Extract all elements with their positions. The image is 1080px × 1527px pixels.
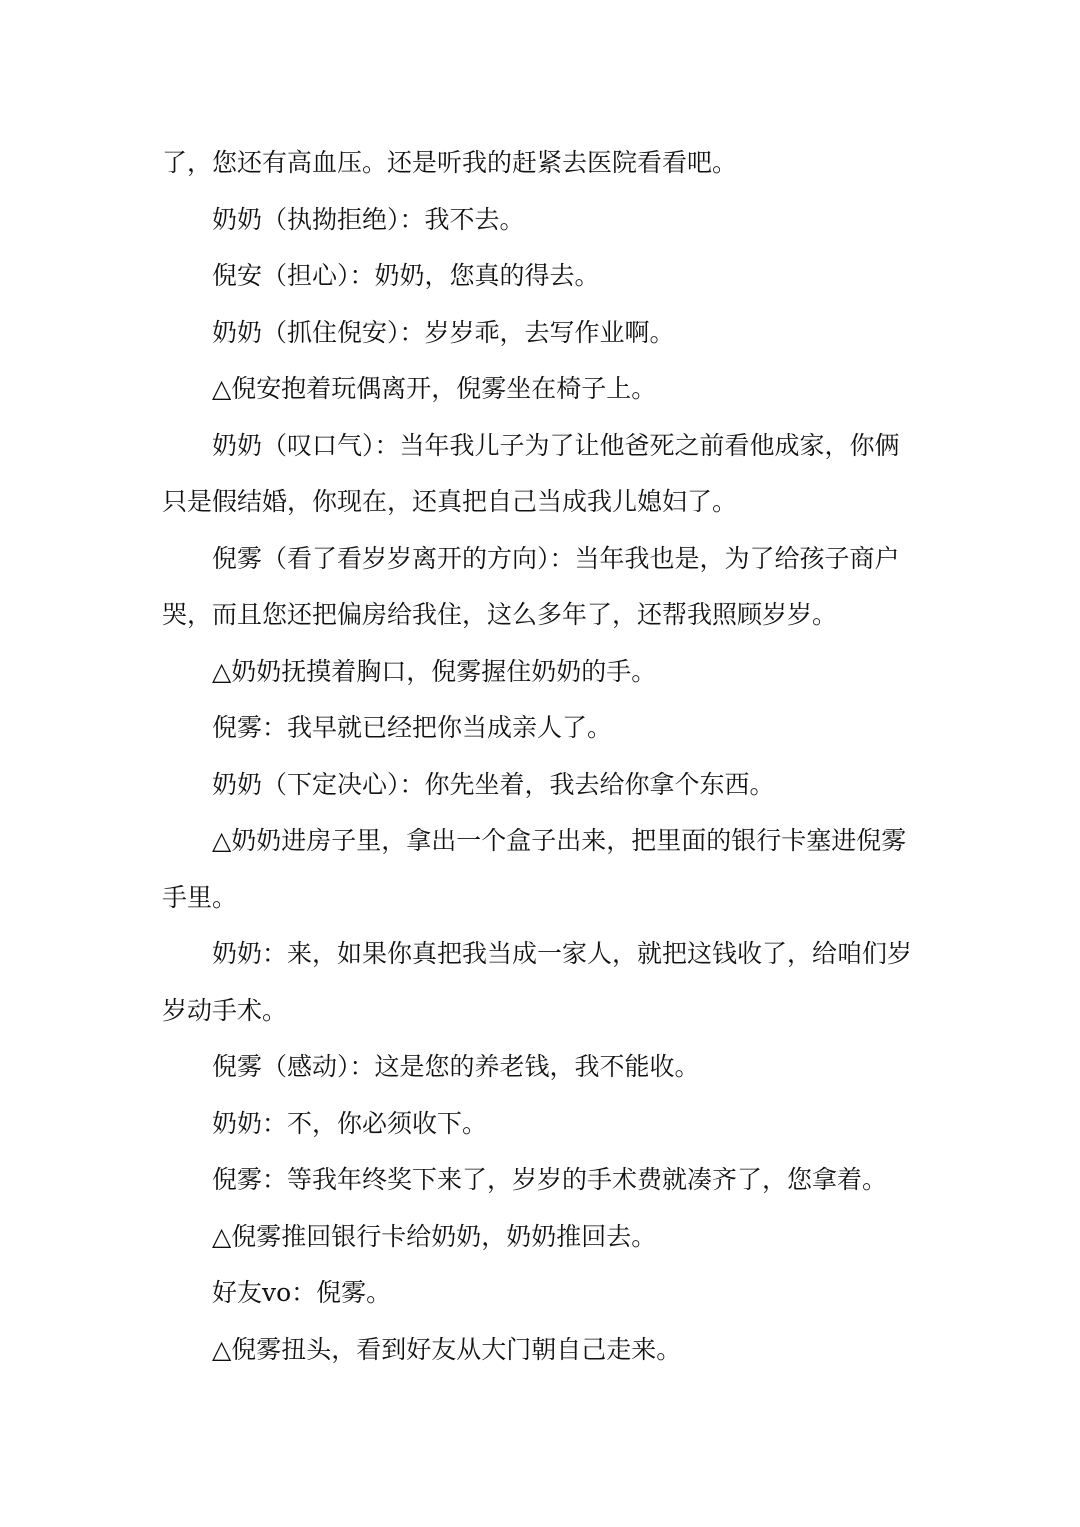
script-text-body [162,135,922,1378]
script-line: 奶奶：不，你必须收下。 [212,1108,488,1138]
script-line: 倪雾：我早就已经把你当成亲人了。 [212,713,613,742]
stage-direction: △倪雾扭头，看到好友从大门朝自己走来。 [212,1334,682,1364]
script-line: 倪雾：等我年终奖下来了，岁岁的手术费就凑齐了，您拿着。 [212,1165,888,1194]
script-line: 好友vo：倪雾。 [212,1278,392,1307]
stage-direction: △奶奶进房子里，拿出一个盒子出来，把里面的银行卡塞进倪雾手里。 [162,826,907,912]
script-line: 奶奶（抓住倪安）：岁岁乖，去写作业啊。 [212,317,675,347]
stage-direction: △倪安抱着玩偶离开，倪雾坐在椅子上。 [212,374,657,403]
script-line: 奶奶（执拗拒绝）：我不去。 [212,204,525,234]
script-line: 奶奶（叹口气）：当年我儿子为了让他爸死之前看他成家，你俩只是假结婚，你现在，还真把自己当成我儿媳妇了。 [162,430,900,516]
stage-direction: △奶奶抚摸着胸口，倪雾握住奶奶的手。 [212,656,657,686]
stage-direction: △倪雾推回银行卡给奶奶，奶奶推回去。 [212,1221,657,1251]
script-line: 了，您还有高血压。还是听我的赶紧去医院看看吧。 [162,148,738,177]
script-line: 奶奶（下定决心）：你先坐着，我去给你拿个东西。 [212,769,775,799]
script-line: 倪雾（感动）：这是您的养老钱，我不能收。 [212,1052,700,1081]
script-line: 奶奶：来，如果你真把我当成一家人，就把这钱收了，给咱们岁岁动手术。 [162,939,913,1025]
script-line: 倪雾（看了看岁岁离开的方向）：当年我也是，为了给孩子商户哭，而且您还把偏房给我住，这么多年了，还帮我照顾岁岁。 [162,543,900,629]
script-line: 倪安（担心）：奶奶，您真的得去。 [212,261,600,290]
